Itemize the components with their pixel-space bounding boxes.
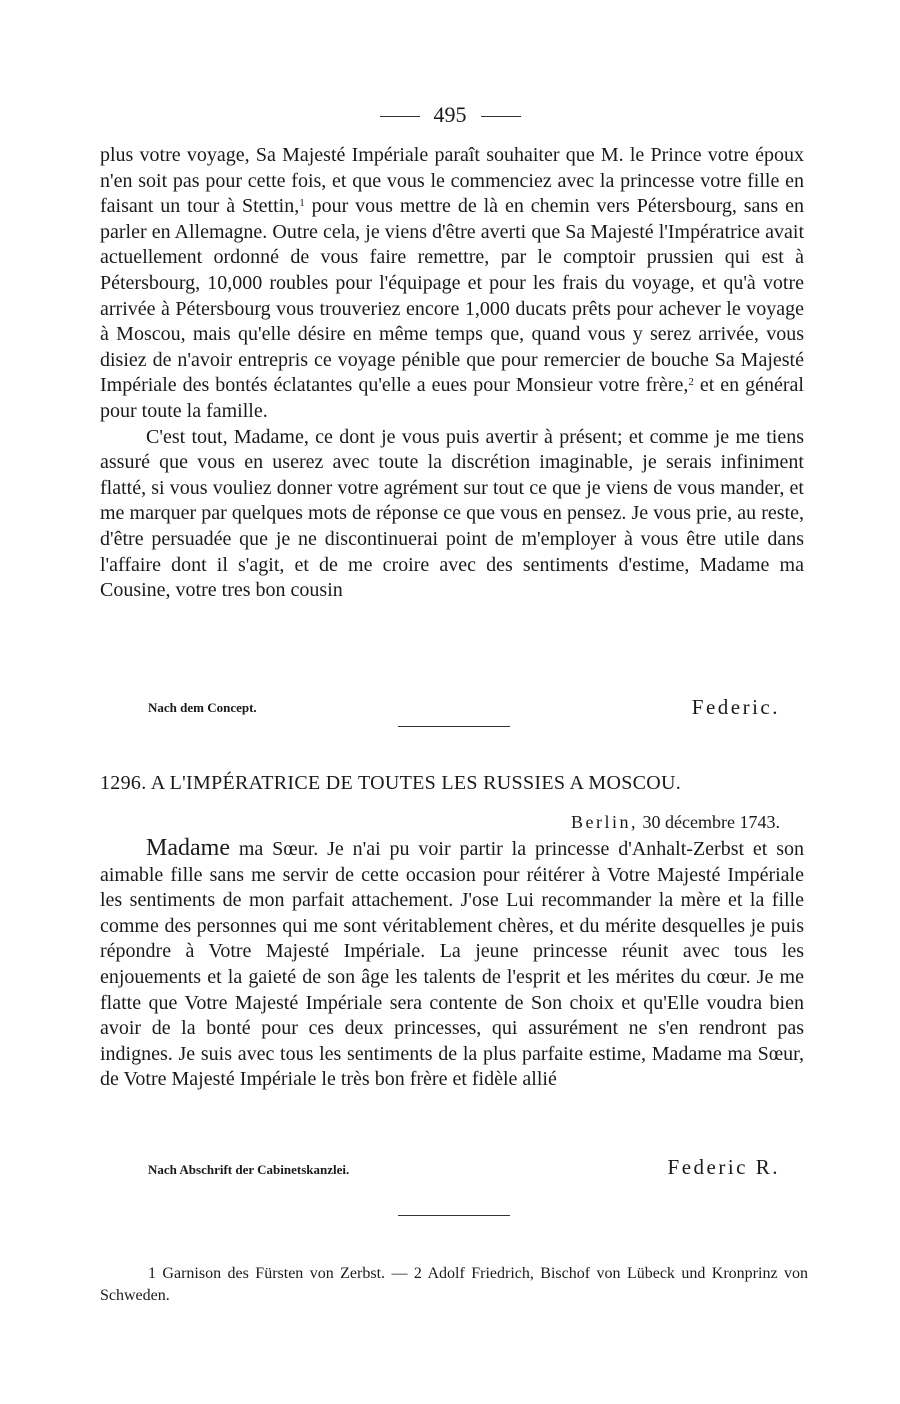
letter-2-dateline xyxy=(571,812,780,833)
letter-2-source: Nach Abschrift der Cabinetskanzlei. xyxy=(148,1162,350,1177)
footnotes xyxy=(100,1263,808,1307)
dateline-date: 30 décembre 1743. xyxy=(638,812,780,832)
page-number-dash-left xyxy=(380,116,420,117)
letter-2-body xyxy=(100,836,804,1093)
section-divider xyxy=(398,726,510,727)
letter-1-paragraph-2 xyxy=(100,425,804,604)
paragraph-text: pour vous mettre de là en chemin vers Pétersbourg, sans en parler en Allemagne. Outre cela, je viens d'être averti que Sa Majesté l'Impératrice avait actuellement ordonné de vous faire remettre, par le comptoir prussien qui est à Pétersbourg, 10,000 roubles pour l'équipage et pour les frais du voyage, et qu'à votre arrivée à Pétersbourg vous trouveriez encore 1,000 ducats prêts pour achever le voyage à Moscou, mais qu'elle désire en même temps que, quand vous y serez arrivée, vous disiez de n'avoir entrepris ce voyage pénible que pour remercier de bouche Sa Majesté Impériale des bontés éclatantes qu'elle a eues pour Monsieur votre frère, xyxy=(100,195,804,397)
paragraph-text: et en général pour toute la famille. xyxy=(100,374,804,422)
page-number xyxy=(0,102,900,128)
letter-1-body xyxy=(100,143,804,604)
letter-2-paragraph xyxy=(100,836,804,1093)
letter-1-source: Nach dem Concept. xyxy=(148,700,257,715)
page-number-dash-right xyxy=(481,116,521,117)
paragraph-text: plus votre voyage, Sa Majesté Impériale paraît souhaiter que M. le Prince votre époux n'en soit pas pour cette fois, et que vous le commenciez avec la princesse votre fille en faisant un tour à Stettin, xyxy=(100,144,804,218)
paragraph-text: ma Sœur. Je n'ai pu voir partir la princesse d'Anhalt-Zerbst et son aimable fille sans me servir de cette occasion pour réitérer à Votre Majesté Impériale les sentiments de mon parfait attachement. J'ose Lui recommander la mère et la fille comme des personnes qui me sont véritablement chères, et du mérite desquelles je puis répondre à Votre Majesté Impériale. La jeune princesse réunit avec tous les enjouements et la gaieté de son âge les talents de l'esprit et les mérites du cœur. Je me flatte que Votre Majesté Impériale sera contente de Son choix et qu'Elle voudra bien avoir de la bonté pour ces deux princesses, qui assurément ne s'en rendront pas indignes. Je suis avec tous les sentiments de la plus parfaite estime, Madame ma Sœur, de Votre Majesté Impériale le très bon frère et fidèle allié xyxy=(100,838,804,1091)
letter-2-heading: 1296. A L'IMPÉRATRICE DE TOUTES LES RUSSIES A MOSCOU. xyxy=(100,772,682,794)
page-number-value: 495 xyxy=(433,102,467,127)
letter-1-paragraph-1 xyxy=(100,143,804,425)
footnote-text: 1 Garnison des Fürsten von Zerbst. — 2 Adolf Friedrich, Bischof von Lübeck und Kronprinz von Schweden. xyxy=(100,1265,808,1304)
dateline-place: Berlin, xyxy=(571,812,639,832)
footnote-marker-2: 2 xyxy=(688,376,694,389)
letter-2-opening-word: Madame xyxy=(146,835,230,861)
letter-1-signature: Federic. xyxy=(691,695,780,719)
paragraph-text: C'est tout, Madame, ce dont je vous puis avertir à présent; et comme je me tiens assuré que vous en userez avec toute la discrétion imaginable, je serais infiniment flatté, si vous vouliez donner votre agrément sur tout ce que je viens de vous mander, et me marquer par quelques mots de réponse ce que vous en pensez. Je vous prie, au reste, d'être persuadée que je ne discontinuerai point de m'employer à vous être utile dans l'affaire dont il s'agit, et de me croire avec des sentiments d'estime, Madame ma Cousine, votre tres bon cousin xyxy=(100,425,804,602)
footnote-divider xyxy=(398,1215,510,1216)
footnote-marker-1: 1 xyxy=(299,197,305,210)
letter-2-signature: Federic R. xyxy=(667,1155,780,1179)
